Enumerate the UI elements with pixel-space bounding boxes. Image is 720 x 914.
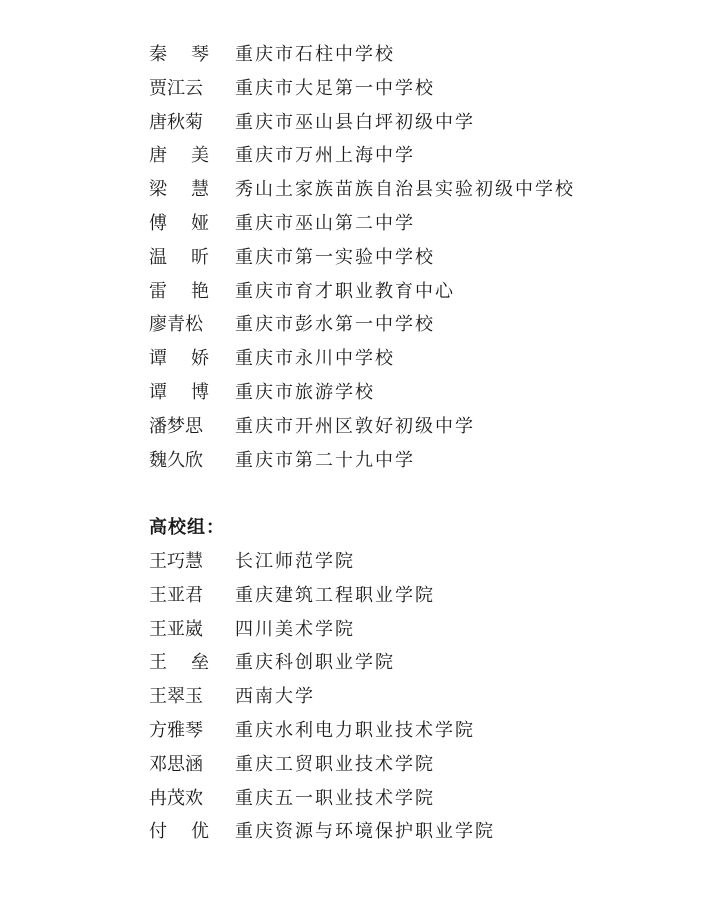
school-name: 重庆水利电力职业技术学院	[235, 720, 475, 741]
name-char: 廖	[149, 314, 167, 336]
name-char: 冉	[149, 787, 167, 809]
name-char: 温	[149, 246, 167, 268]
school-name: 重庆市永川中学校	[235, 348, 395, 370]
school-name: 重庆市石柱中学校	[235, 44, 395, 65]
person-name	[149, 74, 209, 104]
name-char: 魏	[149, 449, 167, 471]
name-char: 王	[149, 551, 167, 572]
name-char: 慧	[191, 179, 209, 201]
name-char: 谭	[149, 382, 167, 403]
name-char: 秋	[167, 111, 185, 133]
name-char: 琴	[185, 720, 203, 741]
name-char: 娅	[191, 213, 209, 234]
school-name: 长江师范学院	[235, 551, 355, 572]
school-name: 四川美术学院	[235, 618, 355, 640]
name-char: 思	[185, 415, 203, 437]
name-char: 王	[149, 686, 167, 708]
name-char: 梦	[167, 415, 185, 437]
school-name: 重庆建筑工程职业学院	[235, 584, 435, 606]
name-char: 潘	[149, 415, 167, 437]
name-char: 优	[191, 821, 209, 843]
name-char: 亚	[167, 618, 185, 640]
person-name	[149, 175, 209, 205]
school-name: 重庆市巫山第二中学	[235, 213, 415, 234]
name-char: 美	[191, 145, 209, 167]
school-name: 重庆市彭水第一中学校	[235, 314, 435, 336]
person-name	[149, 277, 209, 307]
name-char: 崴	[185, 618, 203, 640]
person-name	[149, 141, 209, 171]
school-name: 重庆市万州上海中学	[235, 145, 415, 167]
name-char: 邓	[149, 753, 167, 775]
name-char: 王	[149, 618, 167, 640]
name-char: 雅	[167, 720, 185, 741]
name-char: 傅	[149, 213, 167, 234]
school-name: 重庆市巫山县白坪初级中学	[235, 111, 475, 133]
person-name	[149, 648, 209, 678]
school-name: 重庆资源与环境保护职业学院	[235, 821, 495, 843]
person-name	[149, 40, 209, 70]
name-char: 翠	[167, 686, 185, 708]
person-name	[149, 817, 209, 847]
name-char: 方	[149, 720, 167, 741]
person-name	[149, 547, 209, 577]
name-char: 付	[149, 821, 167, 843]
name-char: 雷	[149, 280, 167, 302]
name-char: 垒	[191, 652, 209, 674]
name-char: 王	[149, 584, 167, 606]
person-name	[149, 344, 209, 374]
name-char: 江	[167, 77, 185, 99]
school-name: 重庆五一职业技术学院	[235, 787, 435, 809]
name-char: 贾	[149, 77, 167, 99]
name-char: 松	[185, 314, 203, 336]
school-name: 重庆市旅游学校	[235, 382, 375, 403]
school-name: 秀山土家族苗族自治县实验初级中学校	[235, 179, 575, 201]
name-char: 王	[149, 652, 167, 674]
name-char: 昕	[191, 246, 209, 268]
name-char: 亚	[167, 584, 185, 606]
person-name	[149, 750, 209, 780]
name-char: 梁	[149, 179, 167, 201]
school-name: 重庆科创职业学院	[235, 652, 395, 674]
person-name	[149, 716, 209, 746]
name-char: 娇	[191, 348, 209, 370]
person-name	[149, 209, 209, 239]
person-name	[149, 243, 209, 273]
name-char: 唐	[149, 111, 167, 133]
name-char: 慧	[185, 551, 203, 572]
name-char: 涵	[185, 753, 203, 775]
school-name: 重庆市开州区敦好初级中学	[235, 415, 475, 437]
university-group-heading: 高校组：	[149, 517, 225, 538]
name-char: 谭	[149, 348, 167, 370]
name-char: 云	[185, 77, 203, 99]
name-char: 巧	[167, 551, 185, 572]
name-char: 思	[167, 753, 185, 775]
school-name: 重庆市第二十九中学	[235, 449, 415, 471]
person-name	[149, 378, 209, 408]
name-char: 玉	[185, 686, 203, 708]
person-name	[149, 446, 209, 476]
school-name: 重庆市育才职业教育中心	[235, 280, 455, 302]
person-name	[149, 310, 209, 340]
name-char: 欢	[185, 787, 203, 809]
name-char: 琴	[191, 44, 209, 65]
name-char: 博	[191, 382, 209, 403]
name-char: 唐	[149, 145, 167, 167]
school-name: 重庆工贸职业技术学院	[235, 753, 435, 775]
name-char: 菊	[185, 111, 203, 133]
person-name	[149, 784, 209, 814]
name-char: 君	[185, 584, 203, 606]
name-char: 艳	[191, 280, 209, 302]
school-name: 重庆市第一实验中学校	[235, 246, 435, 268]
person-name	[149, 108, 209, 138]
name-char: 茂	[167, 787, 185, 809]
name-char: 欣	[185, 449, 203, 471]
name-char: 久	[167, 449, 185, 471]
person-name	[149, 615, 209, 645]
school-name: 重庆市大足第一中学校	[235, 77, 435, 99]
name-char: 秦	[149, 44, 167, 65]
school-name: 西南大学	[235, 686, 315, 708]
person-name	[149, 682, 209, 712]
person-name	[149, 412, 209, 442]
name-char: 青	[167, 314, 185, 336]
person-name	[149, 581, 209, 611]
